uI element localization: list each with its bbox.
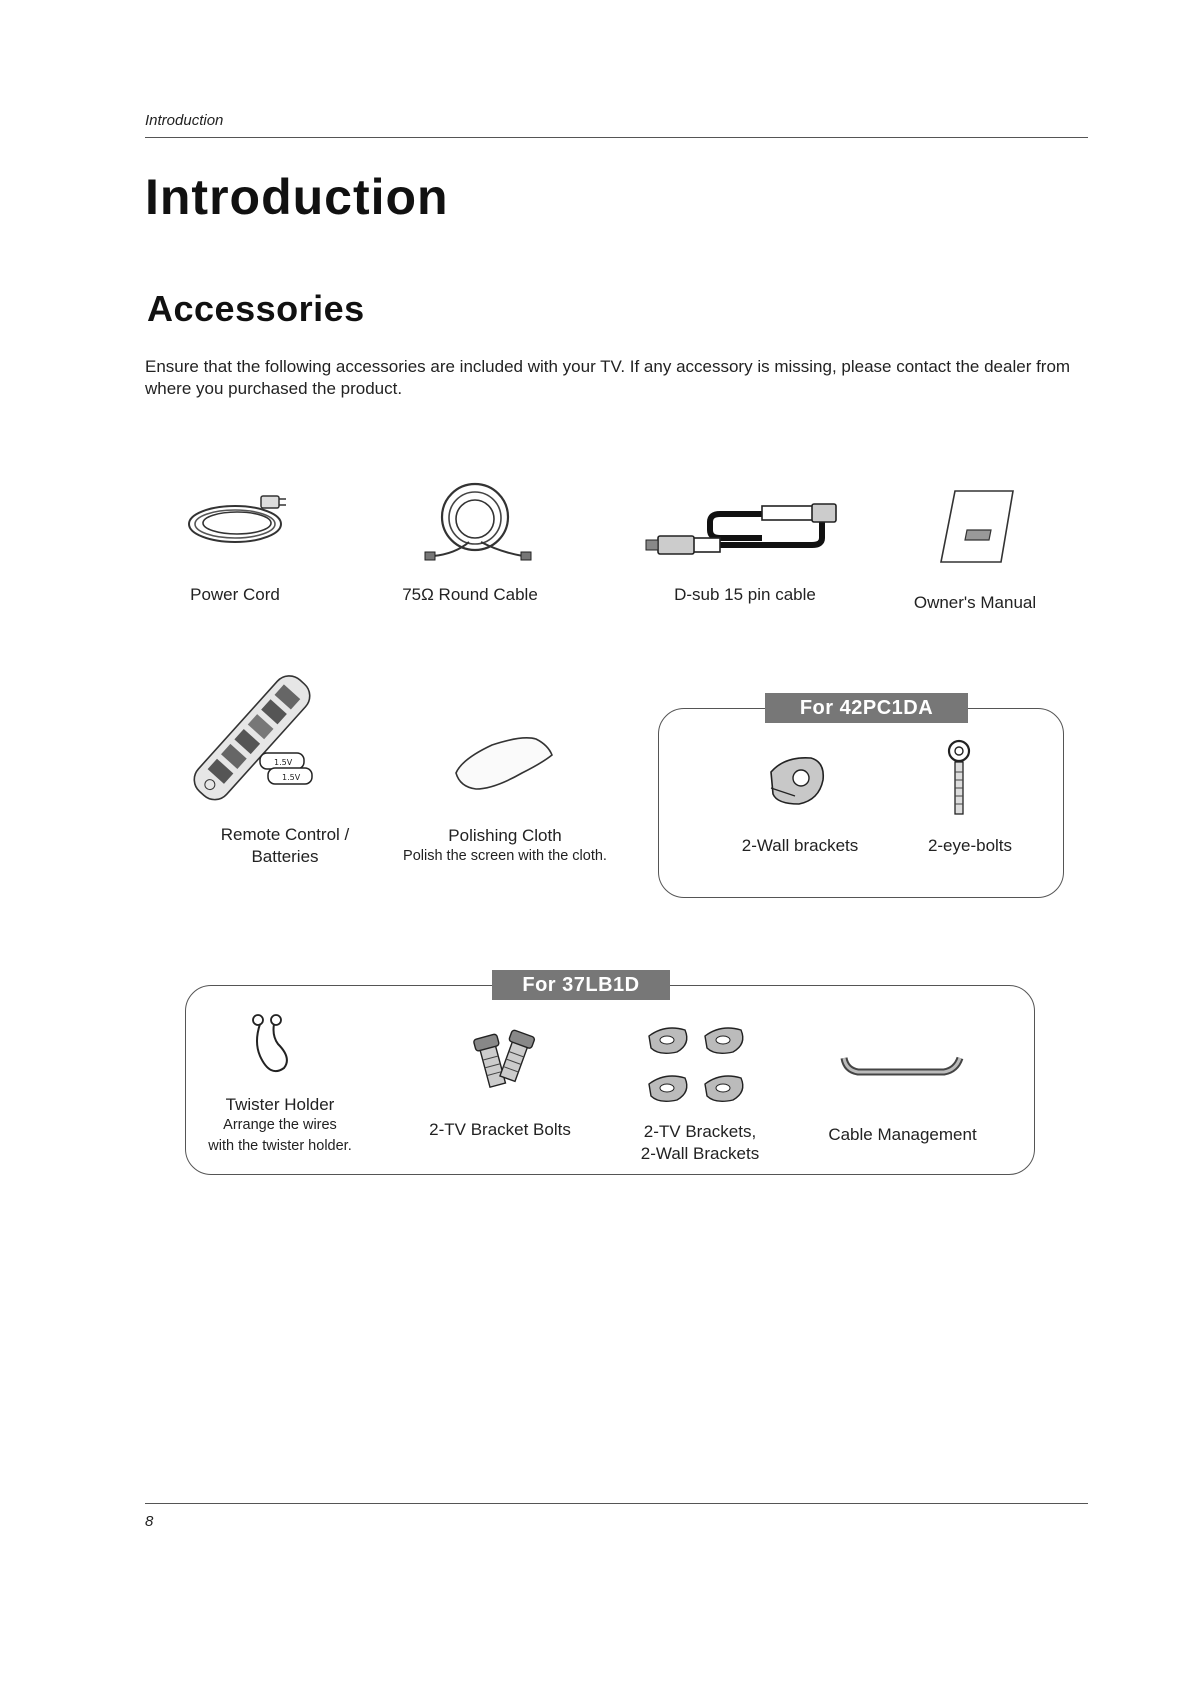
dsub-cable-label: D-sub 15 pin cable (674, 585, 816, 604)
remote-control-icon (170, 665, 330, 815)
tv-brackets-icon (645, 1022, 750, 1114)
dsub-cable-icon (642, 500, 842, 560)
eye-bolt-icon (945, 738, 975, 818)
twister-holder-label: Twister Holder (225, 1095, 335, 1114)
cable-management-icon (840, 1052, 965, 1082)
page-title: Introduction (145, 169, 449, 225)
cloth-note: Polish the screen with the cloth. (403, 848, 607, 864)
tv-brackets-line2: 2-Wall Brackets (640, 1144, 760, 1163)
wall-bracket-icon (765, 748, 830, 808)
wall-brackets-label: 2-Wall brackets (741, 836, 859, 855)
twister-note-line2: with the twister holder. (208, 1138, 352, 1154)
manual-icon (935, 488, 1015, 568)
manual-label: Owner's Manual (913, 593, 1037, 612)
twister-note-line1: Arrange the wires (223, 1117, 337, 1133)
footer-rule (145, 1503, 1088, 1504)
remote-label-line2: Batteries (251, 847, 319, 866)
section-title: Accessories (147, 288, 365, 329)
battery-label-2: 1.5V (282, 773, 301, 782)
eye-bolts-label: 2-eye-bolts (927, 836, 1013, 855)
intro-paragraph: Ensure that the following accessories are included with your TV. If any accessory is missing, please contact the dealer from where you purchased the product. (145, 357, 1071, 398)
running-head: Introduction (145, 112, 224, 129)
tv-brackets-line1: 2-TV Brackets, (643, 1122, 757, 1141)
round-cable-label: 75Ω Round Cable (402, 585, 538, 604)
power-cord-icon (185, 490, 290, 550)
remote-label-line1: Remote Control / (220, 825, 350, 844)
bracket-bolts-icon (473, 1028, 533, 1090)
power-cord-label: Power Cord (190, 585, 280, 604)
cloth-label: Polishing Cloth (448, 826, 562, 845)
cable-management-label: Cable Management (828, 1125, 977, 1144)
battery-label-1: 1.5V (274, 758, 293, 767)
polishing-cloth-icon (452, 733, 557, 793)
group-37lb1d-tag: For 37LB1D (492, 970, 670, 1000)
bracket-bolts-label: 2-TV Bracket Bolts (429, 1120, 571, 1139)
header-rule (145, 137, 1088, 138)
page-number: 8 (145, 1513, 154, 1530)
twister-holder-icon (250, 1012, 295, 1080)
group-42pc1da-box (658, 708, 1064, 898)
round-cable-icon (425, 482, 535, 567)
group-42pc1da-tag: For 42PC1DA (765, 693, 968, 723)
batteries-icon (260, 753, 312, 784)
